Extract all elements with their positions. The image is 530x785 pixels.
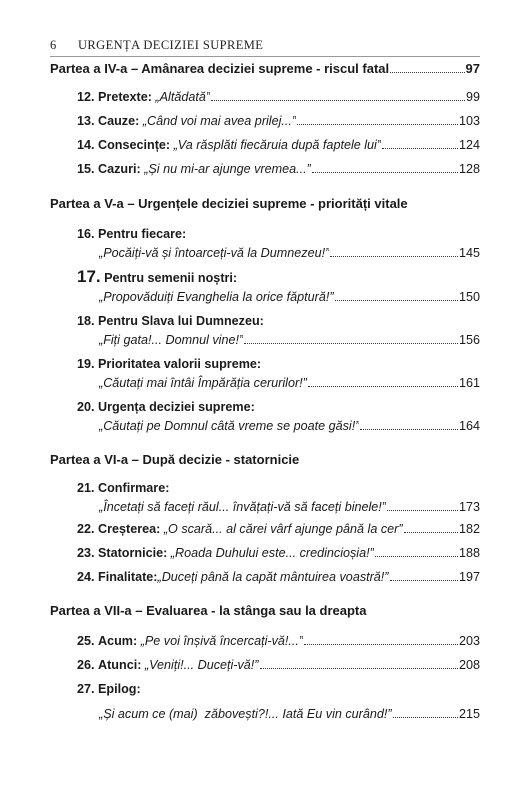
entry-label: Cauze: [98, 114, 140, 128]
page-ref: 215 [458, 707, 480, 721]
dot-leader [244, 342, 458, 344]
page-ref: 103 [458, 114, 480, 128]
entry-quote: „Pe voi înșivă încercați-vă!...” [140, 634, 304, 648]
toc-entry-12[interactable]: 12. Pretexte: „Altădată” 99 [77, 90, 480, 104]
entry-label: Pentru Slava lui Dumnezeu: [98, 314, 264, 328]
entry-quote: „Căutați pe Domnul câtă vreme se poate găsi!” [99, 419, 360, 433]
toc-entry-23[interactable]: 23. Statornicie: „Roada Duhului este... credincioșia!” 188 [77, 546, 480, 560]
toc-entry-21-heading[interactable]: 21. Confirmare: [77, 481, 170, 495]
toc-entry-17-heading[interactable]: 17. Pentru semenii noștri: [77, 267, 238, 286]
entry-label: Pretexte: [98, 90, 152, 104]
page-ref: 145 [458, 246, 480, 260]
entry-quote: „O scară... al cărei vârf ajunge până la cer” [163, 522, 403, 536]
toc-entry-21[interactable] [50, 499, 480, 516]
dot-leader [297, 123, 458, 125]
entry-label: Urgența deciziei supreme: [98, 400, 255, 414]
page-ref: 188 [458, 546, 480, 560]
entry-quote: „Și acum ce (mai) zăbovești?!... Iată Eu vin curând!” [99, 707, 392, 721]
dot-leader [304, 643, 458, 645]
dot-leader [390, 579, 458, 581]
dot-leader [393, 716, 458, 718]
entry-label: Acum: [98, 634, 138, 648]
toc-entry-19[interactable] [50, 375, 480, 392]
entry-label: Epilog: [98, 682, 141, 696]
dot-leader [260, 667, 458, 669]
toc-entry-25[interactable]: 25. Acum: „Pe voi înșivă încercați-vă!...” 203 [77, 634, 480, 648]
dot-leader [382, 147, 458, 149]
toc-entry-26[interactable]: 26. Atunci: „Veniți!... Duceți-vă!” 208 [77, 658, 480, 672]
dot-leader [330, 255, 458, 257]
page-ref: 124 [458, 138, 480, 152]
entry-quote: „Încetați să faceți răul... învățați-vă să faceți binele!” [99, 500, 386, 514]
toc-entry-15[interactable]: 15. Cazuri: „Și nu mi-ar ajunge vremea...” 128 [77, 162, 480, 176]
page-ref: 128 [458, 162, 480, 176]
toc-entry-18-heading[interactable]: 18. Pentru Slava lui Dumnezeu: [77, 314, 264, 328]
entry-label: Creșterea: [98, 522, 161, 536]
running-header [50, 38, 480, 57]
toc-part-7[interactable] [50, 602, 480, 619]
entry-label: Finalitate: [98, 570, 158, 584]
toc-entry-24[interactable]: 24. Finalitate:„Duceți până la capăt mântuirea voastră!” 197 [77, 570, 480, 584]
entry-label: Prioritatea valorii supreme: [98, 357, 262, 371]
page-ref: 156 [458, 333, 480, 347]
entry-label: Pentru fiecare: [98, 227, 187, 241]
toc-entry-19-heading[interactable]: 19. Prioritatea valorii supreme: [77, 357, 262, 371]
dot-leader [387, 509, 458, 511]
dot-leader [360, 428, 458, 430]
part-title: Partea a V-a – Urgențele deciziei supreme - priorități vitale [50, 196, 408, 211]
toc-entry-22[interactable]: 22. Creșterea: „O scară... al cărei vârf ajunge până la cer” 182 [77, 522, 480, 536]
table-of-contents [50, 60, 480, 723]
toc-entry-14[interactable]: 14. Consecințe: „Va răsplăti fiecăruia după faptele lui” 124 [77, 138, 480, 152]
page-ref: 208 [458, 658, 480, 672]
dot-leader [390, 71, 464, 73]
page-ref: 97 [465, 61, 480, 76]
page-ref: 150 [458, 290, 480, 304]
dot-leader [375, 555, 458, 557]
page-ref: 203 [458, 634, 480, 648]
toc-part-4[interactable] [50, 60, 480, 77]
dot-leader [211, 99, 465, 101]
toc-entry-20[interactable] [50, 418, 480, 435]
entry-quote: „Va răsplăti fiecăruia după faptele lui” [173, 138, 382, 152]
entry-label: Cazuri: [98, 162, 141, 176]
dot-leader [308, 385, 458, 387]
entry-quote: „Altădată” [155, 90, 211, 104]
entry-quote: „Propovăduiți Evanghelia la orice făptură!” [99, 290, 334, 304]
running-title: URGENȚA DECIZIEI SUPREME [78, 38, 264, 52]
entry-label: Atunci: [98, 658, 142, 672]
toc-entry-20-heading[interactable]: 20. Urgența deciziei supreme: [77, 400, 255, 414]
entry-quote: „Pocăiți-vă și întoarceți-vă la Dumnezeu!” [99, 246, 330, 260]
part-title: Partea a IV-a – Amânarea deciziei supreme - riscul fatal [50, 61, 390, 76]
part-title: Partea a VII-a – Evaluarea - la stânga sau la dreapta [50, 603, 367, 618]
toc-entry-16-heading[interactable]: 16. Pentru fiecare: [77, 227, 187, 241]
entry-label: Confirmare: [98, 481, 170, 495]
toc-entry-27[interactable] [50, 706, 480, 723]
entry-quote: „Când voi mai avea prilej...” [142, 114, 297, 128]
page-number: 6 [50, 38, 57, 52]
toc-part-5[interactable] [50, 195, 480, 212]
entry-quote: „Fiți gata!... Domnul vine!” [99, 333, 244, 347]
toc-entry-16[interactable] [50, 245, 480, 262]
entry-quote: „Căutați mai întâi Împărăția cerurilor!” [99, 376, 307, 390]
toc-entry-18[interactable] [50, 332, 480, 349]
dot-leader [312, 171, 458, 173]
entry-label: Pentru semenii noștri: [104, 271, 238, 285]
page-ref: 164 [458, 419, 480, 433]
entry-quote: „Roada Duhului este... credincioșia!” [170, 546, 374, 560]
entry-label: Consecințe: [98, 138, 171, 152]
entry-quote: „Duceți până la capăt mântuirea voastră!” [157, 570, 389, 584]
dot-leader [335, 299, 458, 301]
page-ref: 99 [465, 90, 480, 104]
entry-quote: „Și nu mi-ar ajunge vremea...” [144, 162, 311, 176]
page-ref: 161 [458, 376, 480, 390]
part-title: Partea a VI-a – După decizie - statornicie [50, 452, 300, 467]
toc-part-6[interactable] [50, 451, 480, 468]
toc-entry-13[interactable]: 13. Cauze: „Când voi mai avea prilej...” 103 [77, 114, 480, 128]
toc-entry-27-heading[interactable]: 27. Epilog: [77, 682, 141, 696]
entry-label: Statornicie: [98, 546, 168, 560]
page-ref: 182 [458, 522, 480, 536]
entry-quote: „Veniți!... Duceți-vă!” [144, 658, 259, 672]
page-ref: 197 [458, 570, 480, 584]
page-ref: 173 [458, 500, 480, 514]
toc-entry-17[interactable] [50, 289, 480, 306]
dot-leader [404, 531, 458, 533]
